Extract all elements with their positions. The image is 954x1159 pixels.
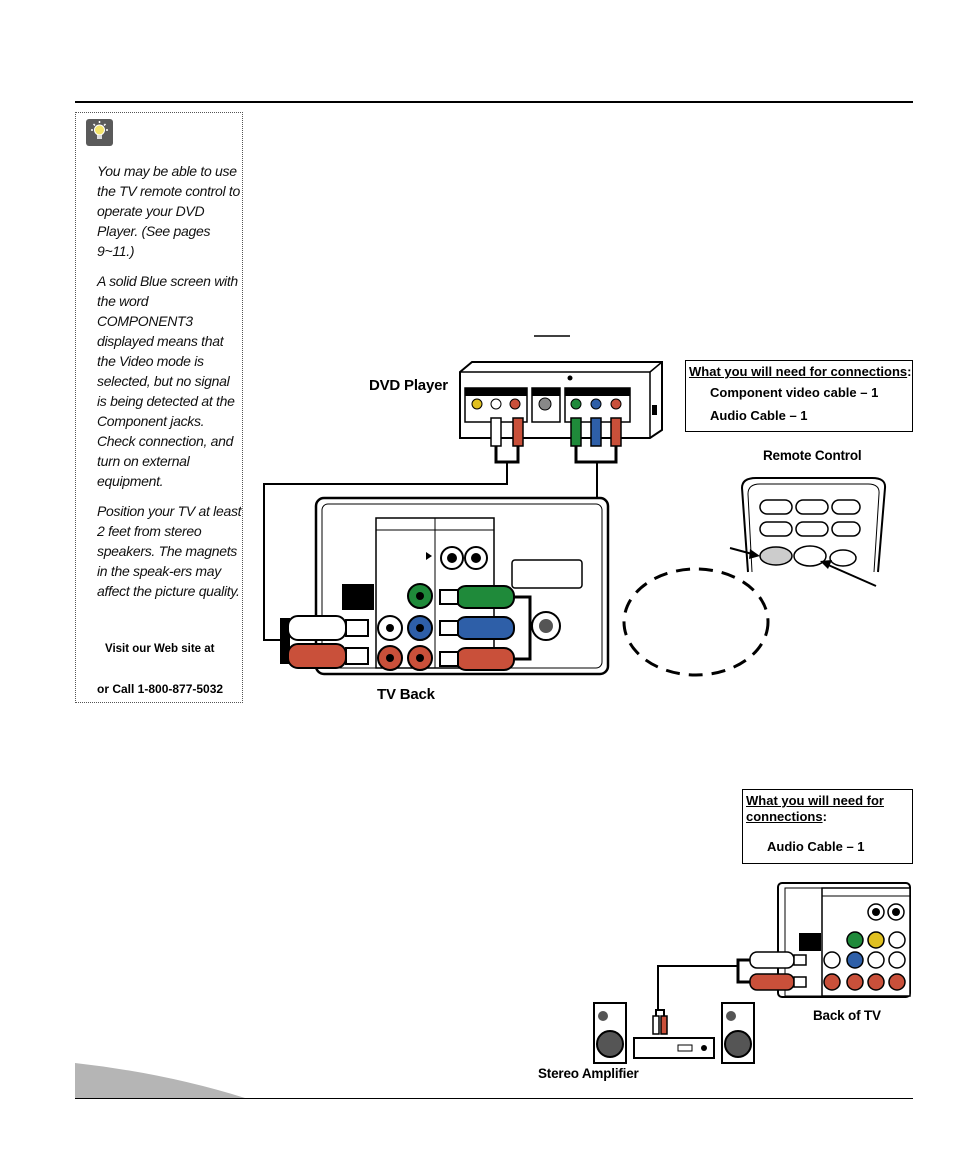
needs-heading-line2: connections <box>746 809 823 824</box>
web-note: Visit our Web site at <box>105 643 215 655</box>
needs-box-component: What you will need for connections: Component video cable – 1 Audio Cable – 1 <box>685 360 913 432</box>
page-corner-tab <box>75 1063 245 1098</box>
bottom-rule <box>75 1098 913 1099</box>
tip-remote: You may be able to use the TV remote control to operate your DVD Player. (See pages 9~11.) <box>97 163 240 259</box>
needs-heading: What you will need for connections <box>689 364 908 379</box>
remote-control-illustration <box>730 478 885 586</box>
tv-back-small-illustration <box>738 883 910 997</box>
dvd-player-label: DVD Player <box>369 377 448 394</box>
remote-control-label: Remote Control <box>763 448 862 463</box>
tip-blue-screen: A solid Blue screen with the word COMPONENT3 displayed means that the Video mode is selected, but no signal is being detected at the Component jacks. Check connection, and turn on external equipment. <box>97 273 238 489</box>
tip-speakers: Position your TV at least 2 feet from stereo speakers. The magnets in the speak-ers may affect the picture quality. <box>97 503 242 599</box>
dashed-callout <box>624 569 768 675</box>
needs-heading-line1: What you will need for <box>746 793 884 808</box>
tv-back-label: TV Back <box>377 686 435 703</box>
stereo-amplifier-illustration <box>594 1003 754 1063</box>
needs-item-component-cable: Component video cable – 1 <box>710 385 879 400</box>
needs-box-audio: What you will need for connections: Audio Cable – 1 <box>742 789 913 864</box>
call-note: or Call 1-800-877-5032 <box>97 682 224 696</box>
back-of-tv-label: Back of TV <box>813 1008 881 1023</box>
needs-item-audio-cable: Audio Cable – 1 <box>710 408 808 423</box>
needs-item-audio-cable-2: Audio Cable – 1 <box>767 839 865 854</box>
stereo-amplifier-label: Stereo Amplifier <box>538 1066 639 1081</box>
